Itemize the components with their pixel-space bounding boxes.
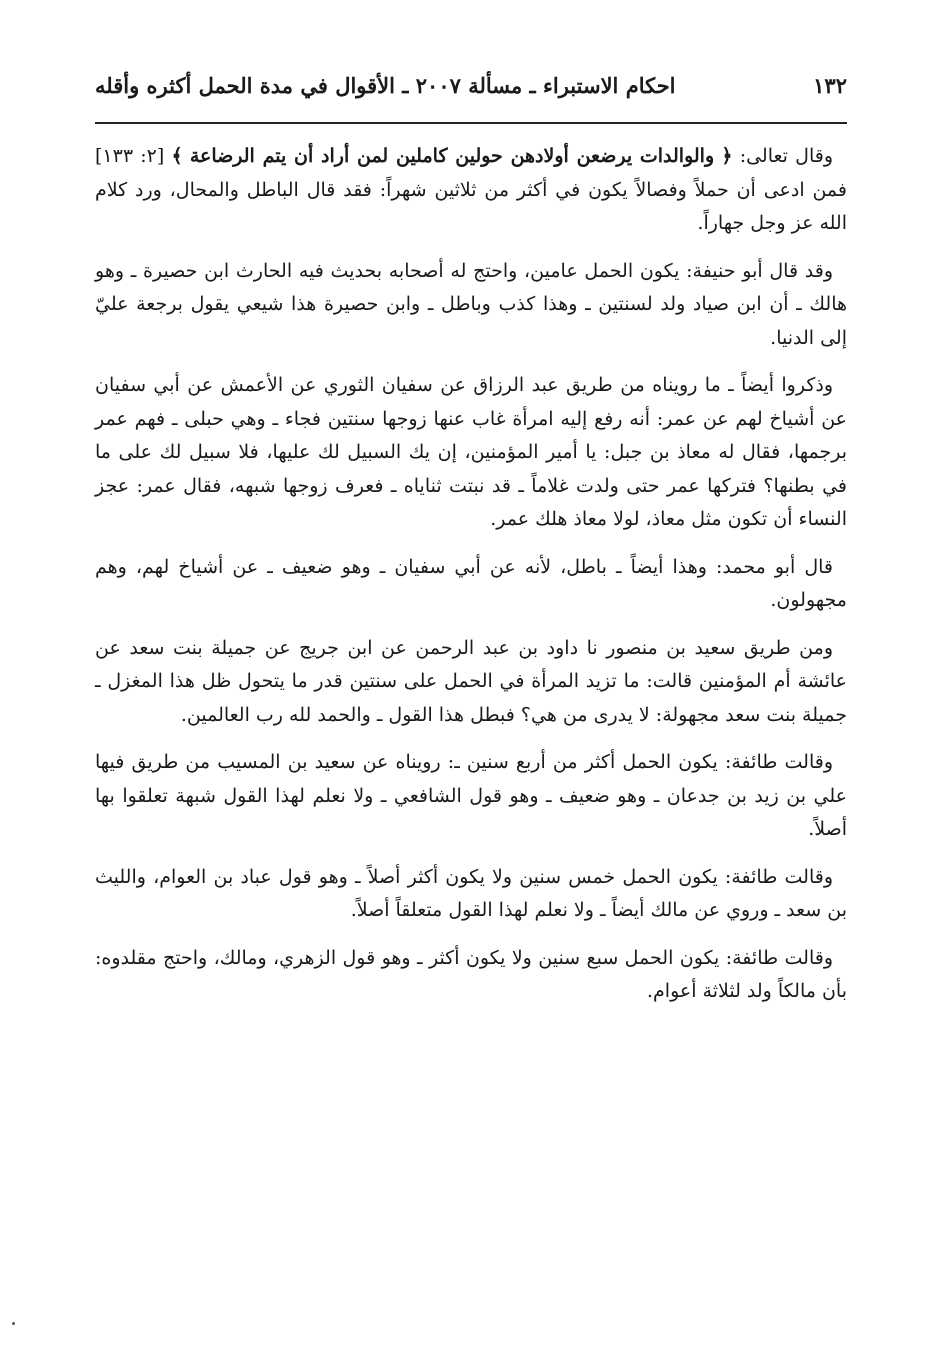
paragraph-text: وقالت طائفة: يكون الحمل سبع سنين ولا يكون أكثر ـ وهو قول الزهري، ومالك، واحتج مقلدوه: بأن مالكاً ولد لثلاثة أعوام.	[95, 946, 847, 1002]
paragraph-text: ومن طريق سعيد بن منصور نا داود بن عبد الرحمن عن ابن جريج عن جميلة بنت سعد عن عائشة أم المؤمنين قالت: ما تزيد المرأة في الحمل على سنتين قدر ما يتحول ظل هذا المغزل ـ جميلة بنت سعد مجهولة: لا يدرى من هي؟ فبطل هذا القول ـ والحمد لله رب العالمين.	[95, 636, 847, 726]
running-title: احكام الاستبراء ـ مسألة ٢٠٠٧ ـ الأقوال في مدة الحمل أكثره وأقله	[95, 72, 676, 98]
verse-open-bracket: ﴿	[721, 145, 733, 167]
paragraph-text: وذكروا أيضاً ـ ما رويناه من طريق عبد الرزاق عن سفيان الثوري عن الأعمش عن أبي سفيان عن أشياخ لهم عن عمر: أنه رفع إليه امرأة غاب عنها زوجها سنتين فجاء ـ وهي حبلى ـ فهم عمر برجمها، فقال له معاذ بن جبل: يا أمير المؤمنين، إن يك السبيل لك عليها، فلا سبيل لك على ما في بطنها؟ فتركها عمر حتى ولدت غلاماً ـ قد نبتت ثناياه ـ فعرف زوجها شبهه، فقال عمر: عجز النساء أن تكون مثل معاذ، لولا معاذ هلك عمر.	[95, 374, 847, 530]
paragraph-abu-hanifa	[95, 255, 847, 356]
paragraph-text: قال أبو محمد: وهذا أيضاً ـ باطل، لأنه عن أبي سفيان ـ وهو ضعيف ـ عن أشياخ لهم، وهم مجهولون.	[95, 555, 847, 611]
paragraph-umar-narration	[95, 369, 847, 537]
page-body	[95, 140, 847, 1023]
verse-close-bracket: ﴾	[171, 145, 183, 167]
paragraph-text: وقالت طائفة: يكون الحمل خمس سنين ولا يكون أكثر أصلاً ـ وهو قول عباد بن العوام، والليث بن سعد ـ وروي عن مالك أيضاً ـ ولا نعلم لهذا القول متعلقاً أصلاً.	[95, 865, 847, 921]
paragraph-abu-muhammad	[95, 551, 847, 618]
running-header	[95, 62, 847, 108]
paragraph-four-years	[95, 746, 847, 847]
paragraph-quran-verse	[95, 140, 847, 241]
paragraph-said-bin-mansur	[95, 632, 847, 733]
verse-intro: وقال تعالى:	[739, 145, 834, 167]
paragraph-text: وقالت طائفة: يكون الحمل أكثر من أربع سنين ـ: رويناه عن سعيد بن المسيب من طريق فيها علي بن زيد بن جدعان ـ وهو ضعيف ـ وهو قول الشافعي ـ ولا نعلم لهذا القول شبهة تعلقوا بها أصلاً.	[95, 751, 847, 840]
verse-text: والوالدات يرضعن أولادهن حولين كاملين لمن أراد أن يتم الرضاعة	[189, 145, 715, 167]
paragraph-seven-years	[95, 942, 847, 1009]
verse-commentary: [٢: ١٣٣] فمن ادعى أن حملاً وفصالاً يكون في أكثر من ثلاثين شهراً: فقد قال الباطل والمحال، ورد كلام الله عز وجل جهاراً.	[95, 145, 847, 234]
paragraph-five-years	[95, 861, 847, 928]
page-number: ١٣٢	[813, 72, 847, 98]
paragraph-text: وقد قال أبو حنيفة: يكون الحمل عامين، واحتج له أصحابه بحديث فيه الحارث ابن حصيرة ـ وهو هالك ـ أن ابن صياد ولد لسنتين ـ وهذا كذب وباطل ـ وابن حصيرة هذا شيعي يقول برجعة عليّ إلى الدنيا.	[95, 259, 847, 349]
scan-speck	[12, 1322, 15, 1325]
header-rule	[95, 122, 847, 124]
